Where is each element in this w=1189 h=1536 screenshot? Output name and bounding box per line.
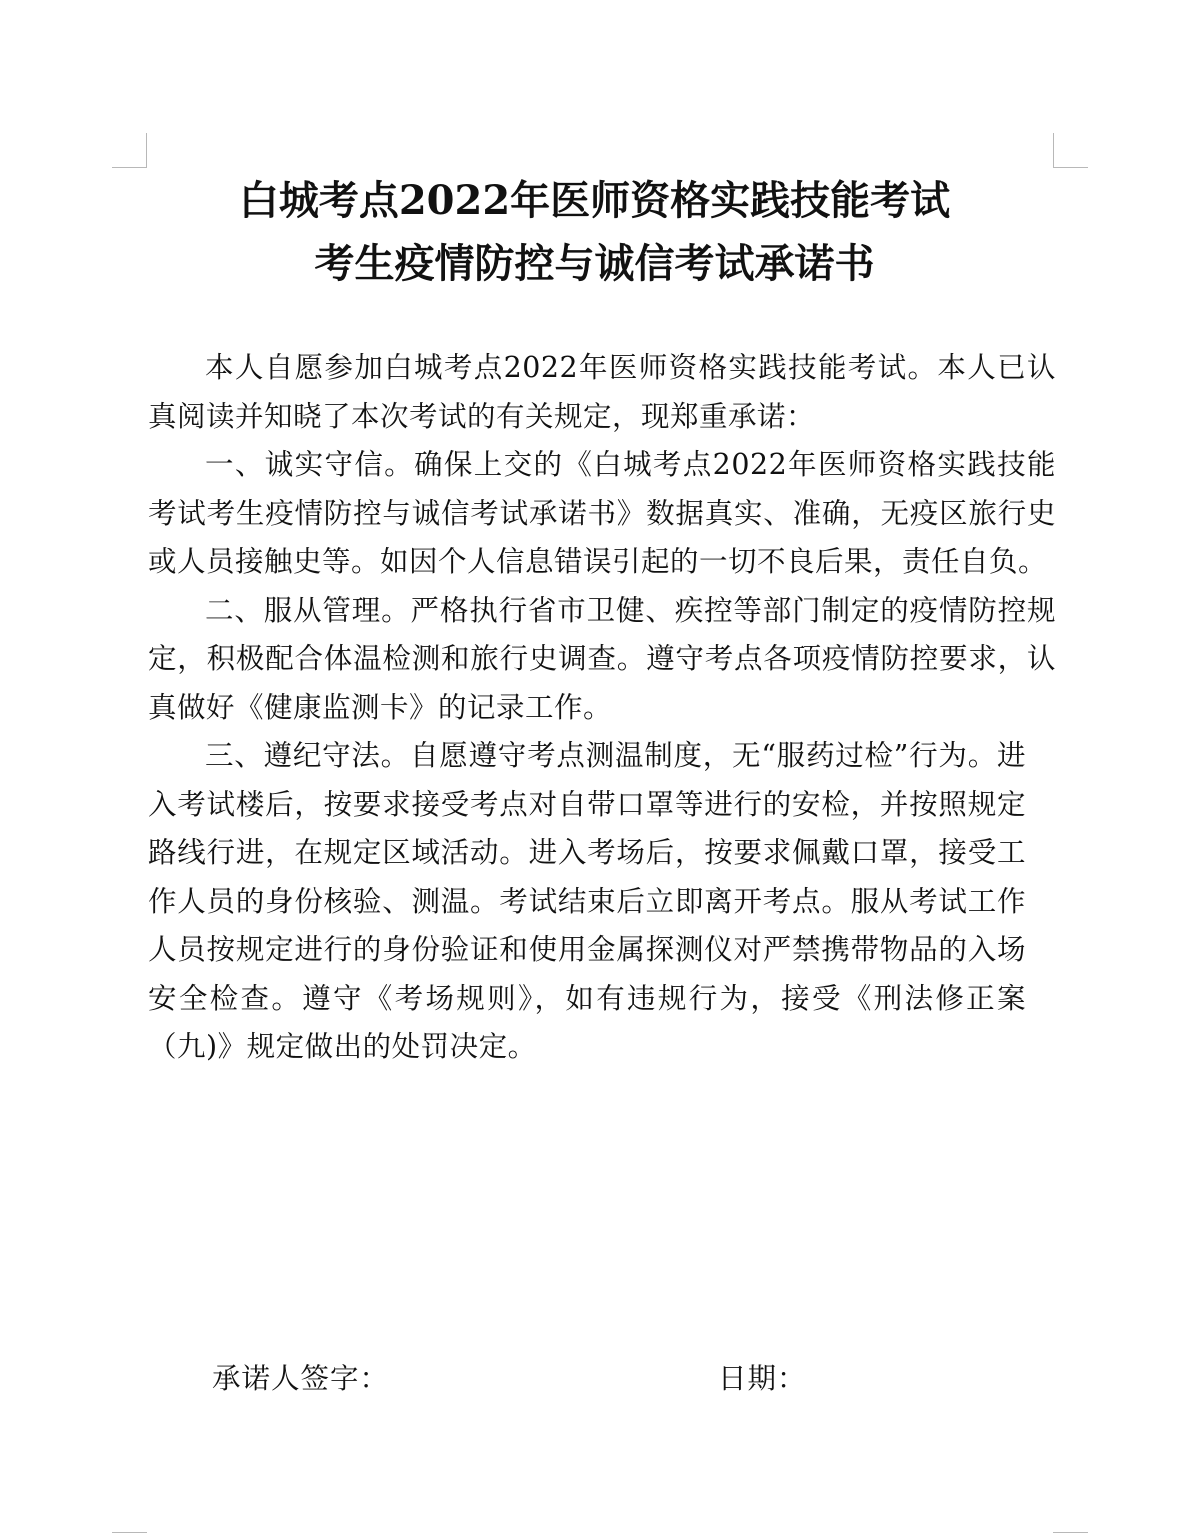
signature-label: 承诺人签字： bbox=[212, 1362, 390, 1395]
document-title-line-2: 考生疫情防控与诚信考试承诺书 bbox=[314, 240, 875, 287]
paragraph-law: 三、遵纪守法。自愿遵守考点测温制度，无“服药过检”行为。进入考试楼后，按要求接受考点对自带口罩等进行的安检，并按照规定路线行进，在规定区域活动。进入考场后，按要求佩戴口罩，接受工作人员的身份核验、测温。考试结束后立即离开考点。服从考试工作人员按规定进行的身份验证和使用金属探测仪对严禁携带物品的入场安全检查。遵守《考场规则》，如有违规行为，接受《刑法修正案（九)》规定做出的处罚决定。 bbox=[148, 739, 1026, 1063]
paragraph-honesty: 一、诚实守信。确保上交的《白城考点2022年医师资格实践技能考试考生疫情防控与诚信考试承诺书》数据真实、准确，无疫区旅行史或人员接触史等。如因个人信息错误引起的一切不良后果，责任自负。 bbox=[148, 448, 1056, 578]
date-label: 日期： bbox=[718, 1362, 807, 1395]
document-title-line-1: 白城考点2022年医师资格实践技能考试 bbox=[238, 177, 951, 224]
crop-mark-top-left-vertical bbox=[146, 133, 147, 168]
crop-mark-top-right-horizontal bbox=[1053, 167, 1088, 168]
paragraph-management: 二、服从管理。严格执行省市卫健、疾控等部门制定的疫情防控规定，积极配合体温检测和旅行史调查。遵守考点各项疫情防控要求，认真做好《健康监测卡》的记录工作。 bbox=[148, 593, 1056, 724]
crop-mark-top-right-vertical bbox=[1053, 133, 1054, 168]
crop-mark-bottom-right-horizontal bbox=[1053, 1532, 1088, 1533]
paragraph-intro: 本人自愿参加白城考点2022年医师资格实践技能考试。本人已认真阅读并知晓了本次考试的有关规定，现郑重承诺： bbox=[148, 351, 1056, 433]
crop-mark-bottom-left-horizontal bbox=[112, 1532, 147, 1533]
document-body bbox=[148, 344, 1056, 1072]
crop-mark-top-left-horizontal bbox=[112, 167, 147, 168]
